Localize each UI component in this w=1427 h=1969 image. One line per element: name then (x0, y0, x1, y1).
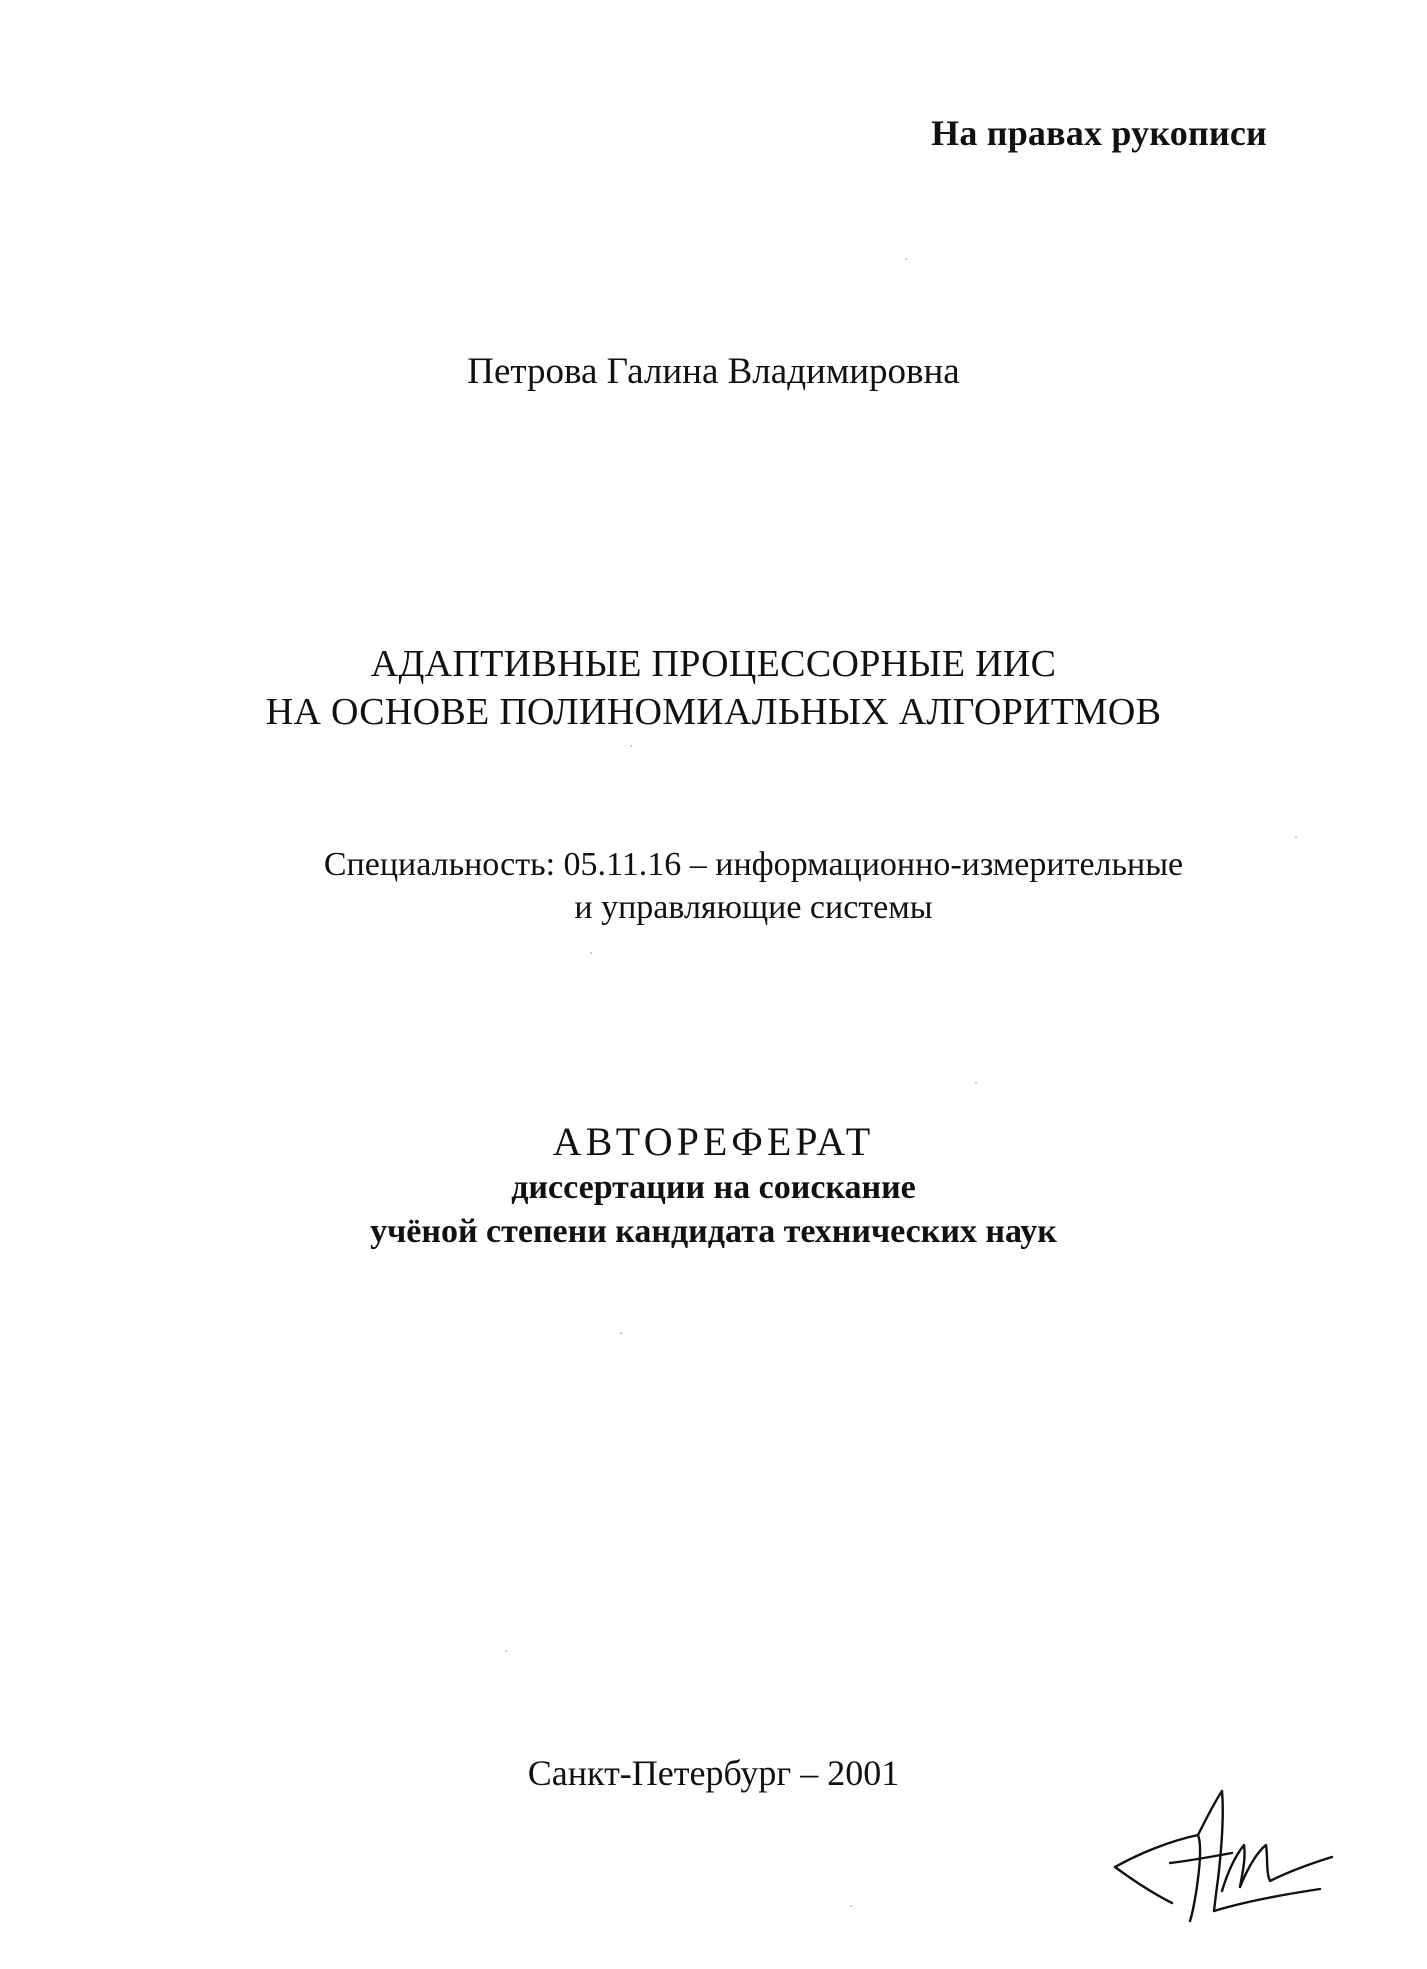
abstract-description (0, 1166, 1427, 1254)
title-line-2: НА ОСНОВЕ ПОЛИНОМИАЛЬНЫХ АЛГОРИТМОВ (265, 691, 1162, 733)
scan-speck (630, 745, 632, 747)
specialty-line-1: Специальность: 05.11.16 – информационно-измерительные (323, 846, 1184, 883)
city-year: Санкт-Петербург – 2001 (527, 1753, 900, 1793)
abstract-heading: АВТОРЕФЕРАТ (552, 1119, 875, 1164)
scan-speck (850, 1905, 852, 1907)
scan-speck (505, 1650, 507, 1652)
specialty-line-2: и управляющие системы (574, 889, 933, 926)
scan-speck (975, 1082, 977, 1084)
scan-speck (620, 1332, 622, 1334)
abstract-line-1: диссертации на соискание (511, 1169, 916, 1206)
title-line-1: АДАПТИВНЫЕ ПРОЦЕССОРНЫЕ ИИС (370, 643, 1057, 685)
abstract-line-2: учёной степени кандидата технических наук (370, 1213, 1057, 1250)
handwritten-signature (1110, 1775, 1340, 1925)
dissertation-title (0, 640, 1427, 736)
author-name: Петрова Галина Владимировна (467, 351, 960, 392)
scan-speck (590, 952, 592, 954)
scan-speck (905, 258, 907, 260)
rights-reserved-label: На правах рукописи (931, 113, 1267, 153)
scan-speck (1295, 836, 1297, 838)
specialty-block (40, 843, 1427, 929)
